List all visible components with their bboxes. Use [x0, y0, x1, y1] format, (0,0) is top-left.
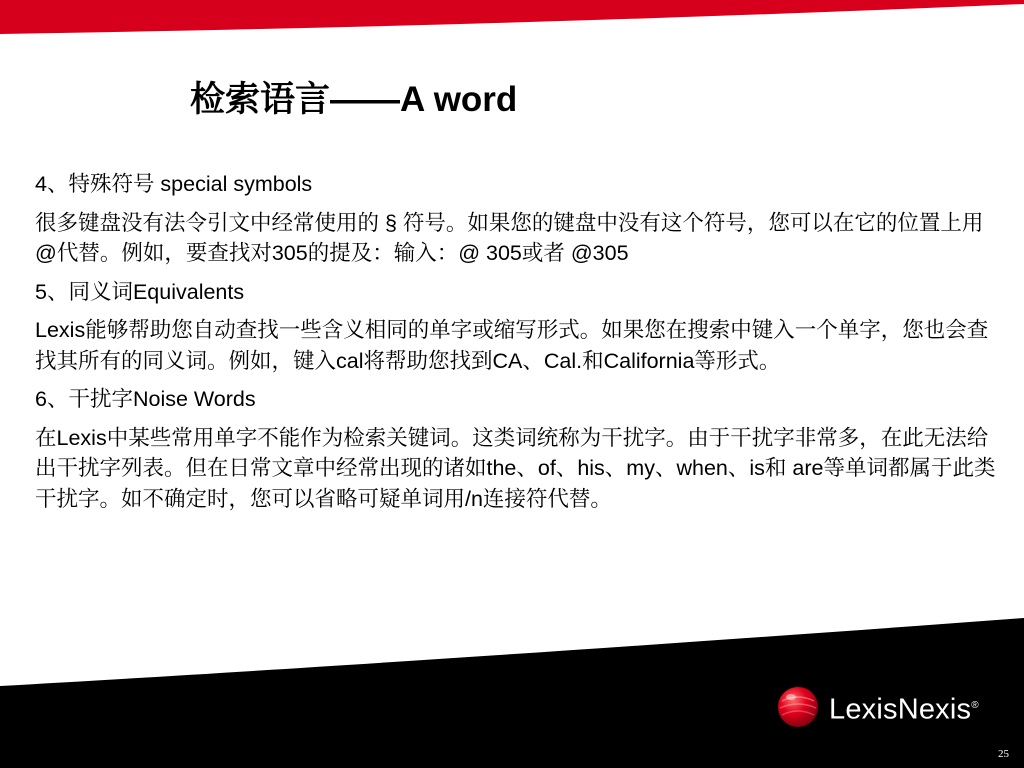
logo-text: LexisNexis	[829, 693, 972, 726]
logo-registered-mark: ®	[971, 700, 979, 711]
lexisnexis-logo	[772, 683, 987, 731]
slide-body	[35, 169, 997, 522]
page-number: 25	[998, 748, 1009, 760]
top-red-band	[0, 0, 1024, 36]
lexisnexis-globe-icon	[776, 685, 820, 729]
section-heading-special-symbols: 4、特殊符号 special symbols	[35, 172, 313, 196]
section-heading-noise-words: 6、干扰字Noise Words	[35, 387, 256, 411]
paragraph-noise-words: 在Lexis中某些常用单字不能作为检索关键词。这类词统称为干扰字。由于干扰字非常多，在此无法给出干扰字列表。但在日常文章中经常出现的诸如the、of、his、my、when、is和 are等单词都属于此类干扰字。如不确定时，您可以省略可疑单词用/n连接符代替。	[35, 425, 996, 511]
slide-title: 检索语言——A word	[190, 80, 518, 119]
logo-wordmark	[829, 687, 979, 729]
paragraph-equivalents: Lexis能够帮助您自动查找一些含义相同的单字或缩写形式。如果您在搜索中键入一个单字，您也会查找其所有的同义词。例如，键入cal将帮助您找到CA、Cal.和California等形式。	[35, 318, 989, 373]
section-heading-equivalents: 5、同义词Equivalents	[35, 279, 245, 304]
paragraph-special-symbols: 很多键盘没有法令引文中经常使用的 § 符号。如果您的键盘中没有这个符号，您可以在它的位置上用@代替。例如，要查找对305的提及：输入：@ 305或者 @305	[35, 210, 984, 265]
